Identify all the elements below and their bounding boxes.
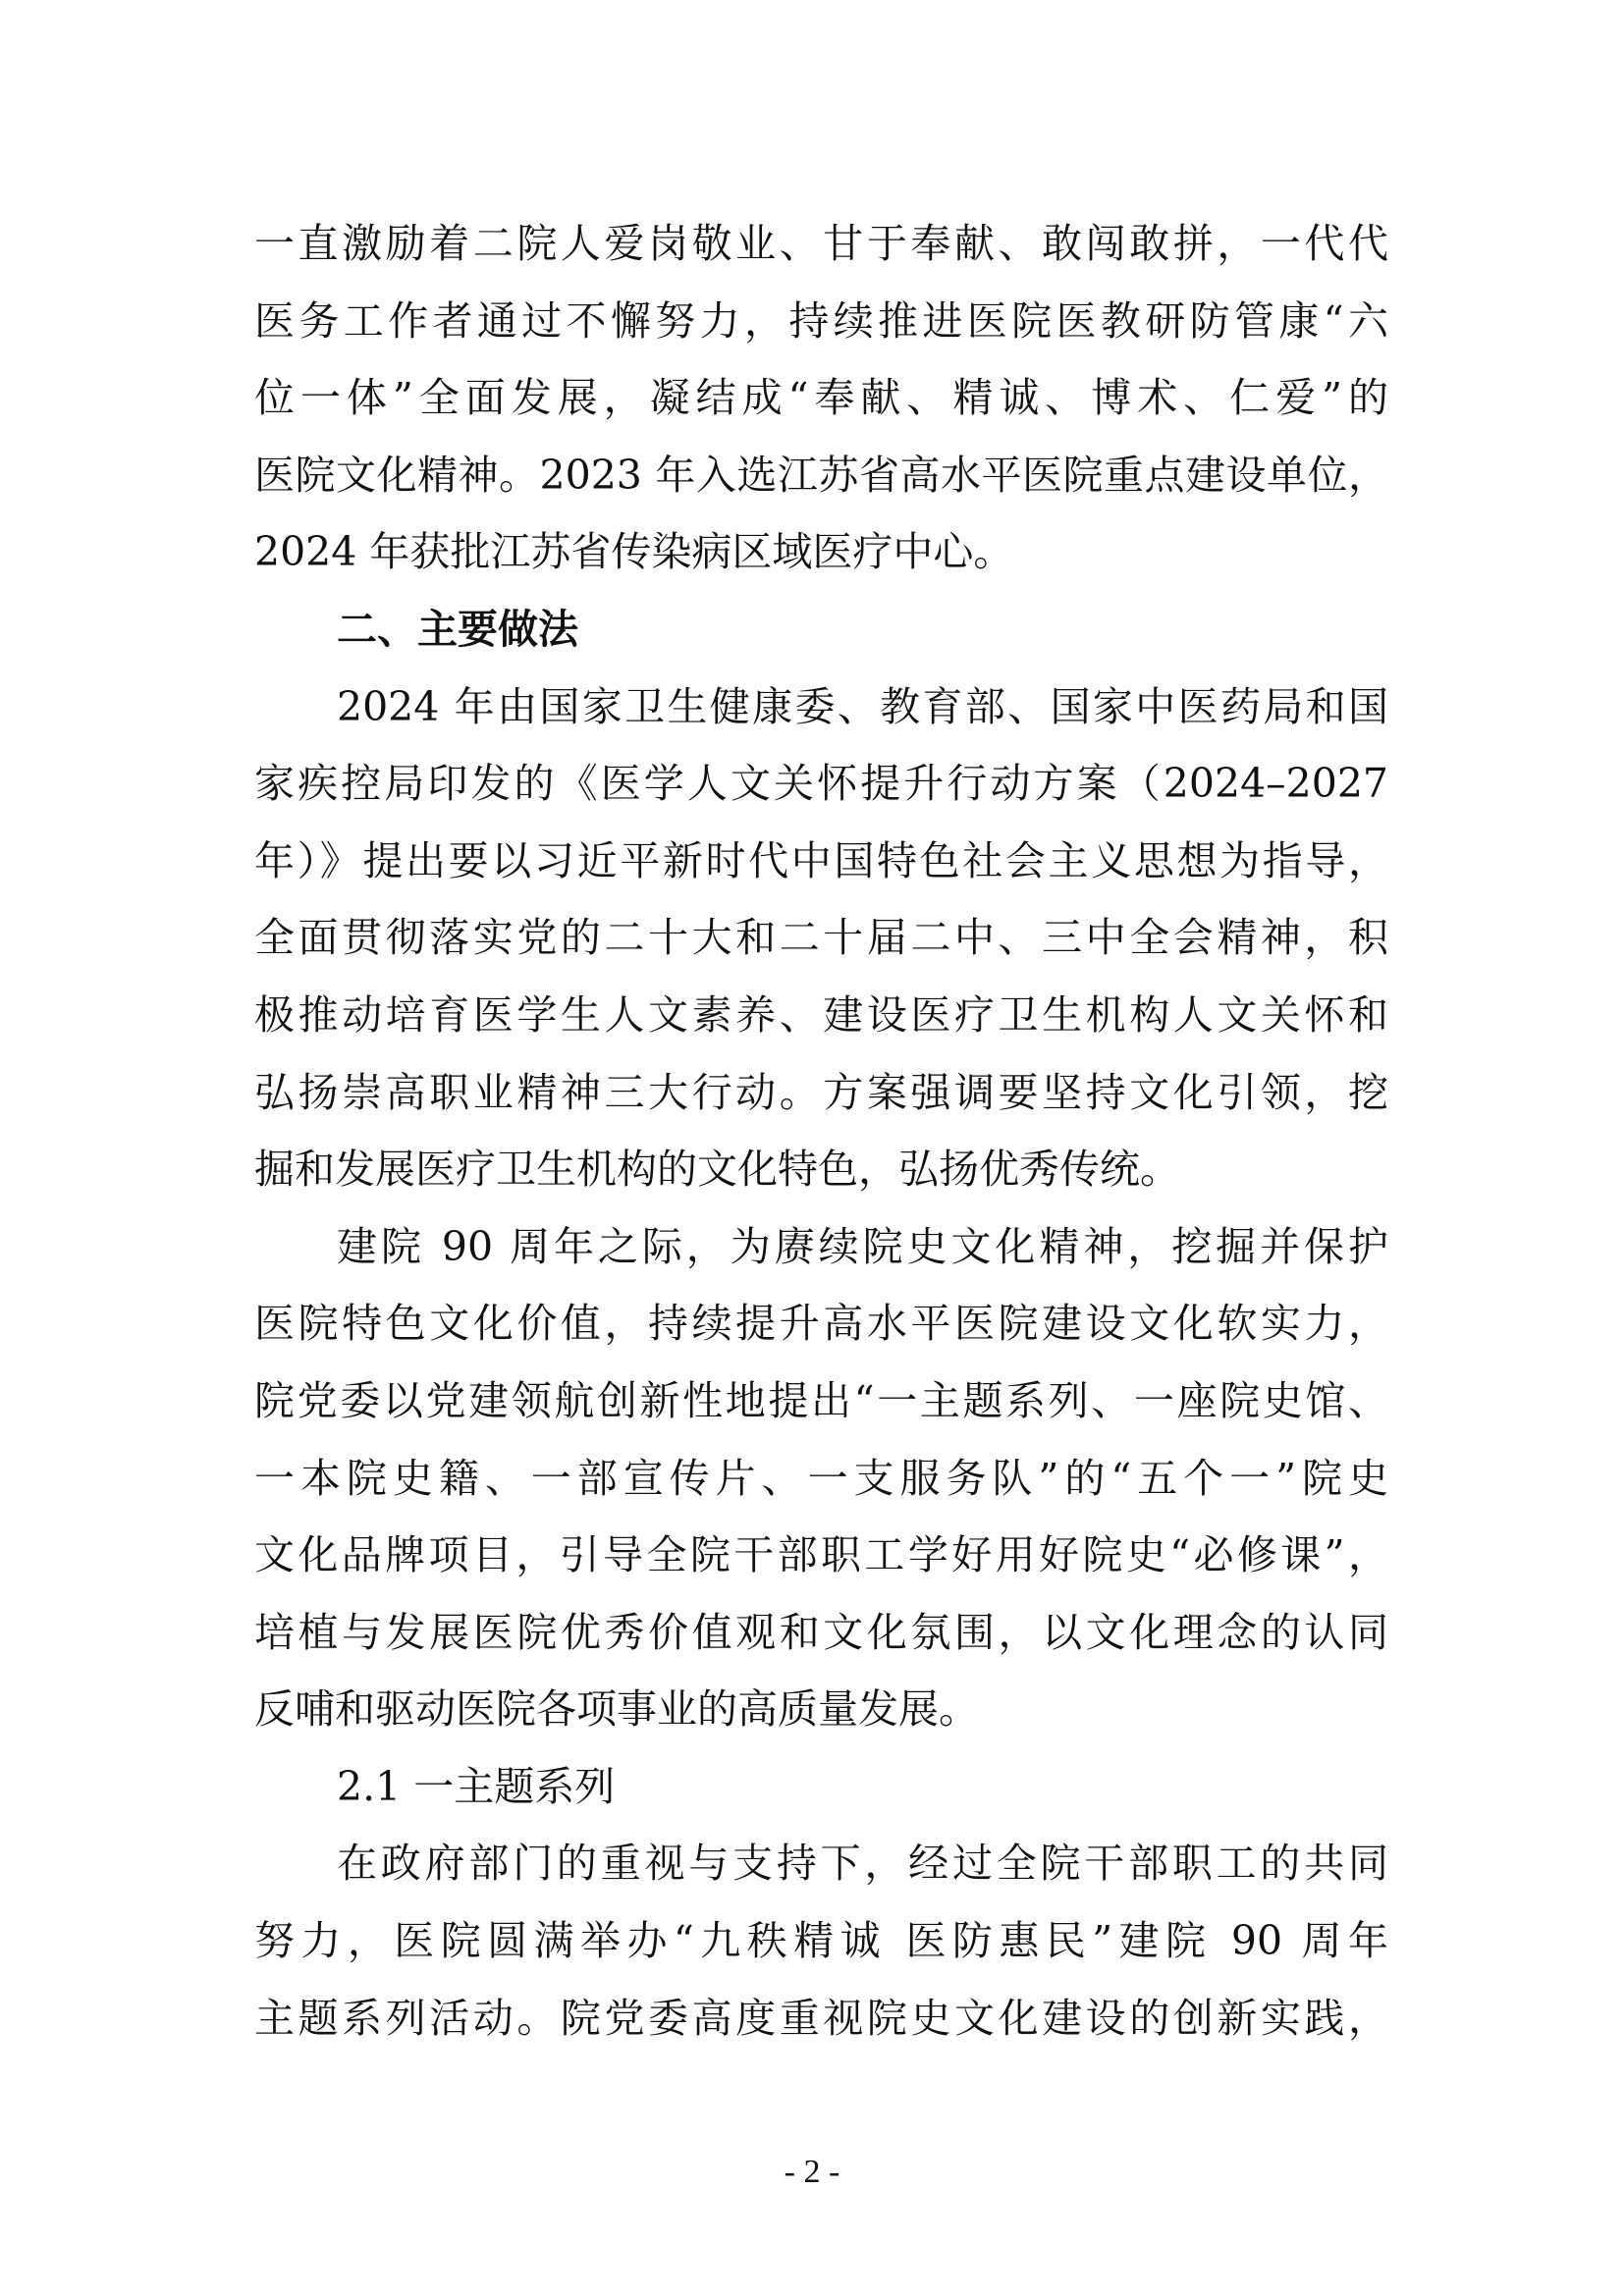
text-line: 年）》提出要以习近平新时代中国特色社会主义思想为指导， bbox=[254, 836, 1388, 884]
text-line: 院党委以党建领航创新性地提出“一主题系列、一座院史馆、 bbox=[254, 1376, 1388, 1424]
text-line: 医务工作者通过不懈努力，持续推进医院医教研防管康“六 bbox=[254, 296, 1388, 345]
text-line: 建院 90 周年之际，为赓续院史文化精神，挖掘并保护 bbox=[337, 1222, 1388, 1270]
page-number: - 2 - bbox=[784, 2154, 840, 2190]
text-line: 位一体”全面发展，凝结成“奉献、精诚、博术、仁爱”的 bbox=[254, 374, 1388, 422]
paragraph-series bbox=[254, 1825, 1388, 2056]
text-line: 一直激励着二院人爱岗敬业、甘于奉献、敢闯敢拼，一代代 bbox=[254, 220, 1388, 267]
text-line: 弘扬崇高职业精神三大行动。方案强调要坚持文化引领，挖 bbox=[254, 1068, 1388, 1116]
text-line: 极推动培育医学生人文素养、建设医疗卫生机构人文关怀和 bbox=[254, 990, 1388, 1039]
text-line: 在政府部门的重视与支持下，经过全院干部职工的共同 bbox=[337, 1840, 1388, 1888]
page-body bbox=[254, 205, 1388, 2056]
text-line: 2024 年获批江苏省传染病区域医疗中心。 bbox=[254, 528, 1014, 576]
text-line: 一本院史籍、一部宣传片、一支服务队”的“五个一”院史 bbox=[254, 1454, 1388, 1502]
text-line: 家疾控局印发的《医学人文关怀提升行动方案（2024–2027 bbox=[254, 760, 1388, 808]
paragraph-continued bbox=[254, 205, 1388, 591]
text-line: 全面贯彻落实党的二十大和二十届二中、三中全会精神，积 bbox=[254, 914, 1388, 962]
paragraph-policy bbox=[254, 668, 1388, 1208]
text-line: 培植与发展医院优秀价值观和文化氛围，以文化理念的认同 bbox=[254, 1608, 1388, 1656]
subsection-heading-theme-series: 2.1 一主题系列 bbox=[337, 1762, 616, 1810]
text-line: 医院文化精神。2023 年入选江苏省高水平医院重点建设单位， bbox=[254, 451, 1388, 499]
text-line: 2024 年由国家卫生健康委、教育部、国家中医药局和国 bbox=[337, 682, 1388, 730]
section-heading-main-practices: 二、主要做法 bbox=[337, 605, 578, 653]
text-line: 反哺和驱动医院各项事业的高质量发展。 bbox=[254, 1685, 979, 1734]
text-line: 主题系列活动。院党委高度重视院史文化建设的创新实践， bbox=[254, 1994, 1388, 2042]
text-line: 文化品牌项目，引导全院干部职工学好用好院史“必修课”， bbox=[254, 1531, 1388, 1579]
paragraph-anniversary bbox=[254, 1208, 1388, 1748]
text-line: 努力，医院圆满举办“九秩精诚 医防惠民”建院 90 周年 bbox=[254, 1917, 1388, 1965]
text-line: 掘和发展医疗卫生机构的文化特色，弘扬优秀传统。 bbox=[254, 1146, 1180, 1194]
text-line: 医院特色文化价值，持续提升高水平医院建设文化软实力， bbox=[254, 1300, 1388, 1348]
